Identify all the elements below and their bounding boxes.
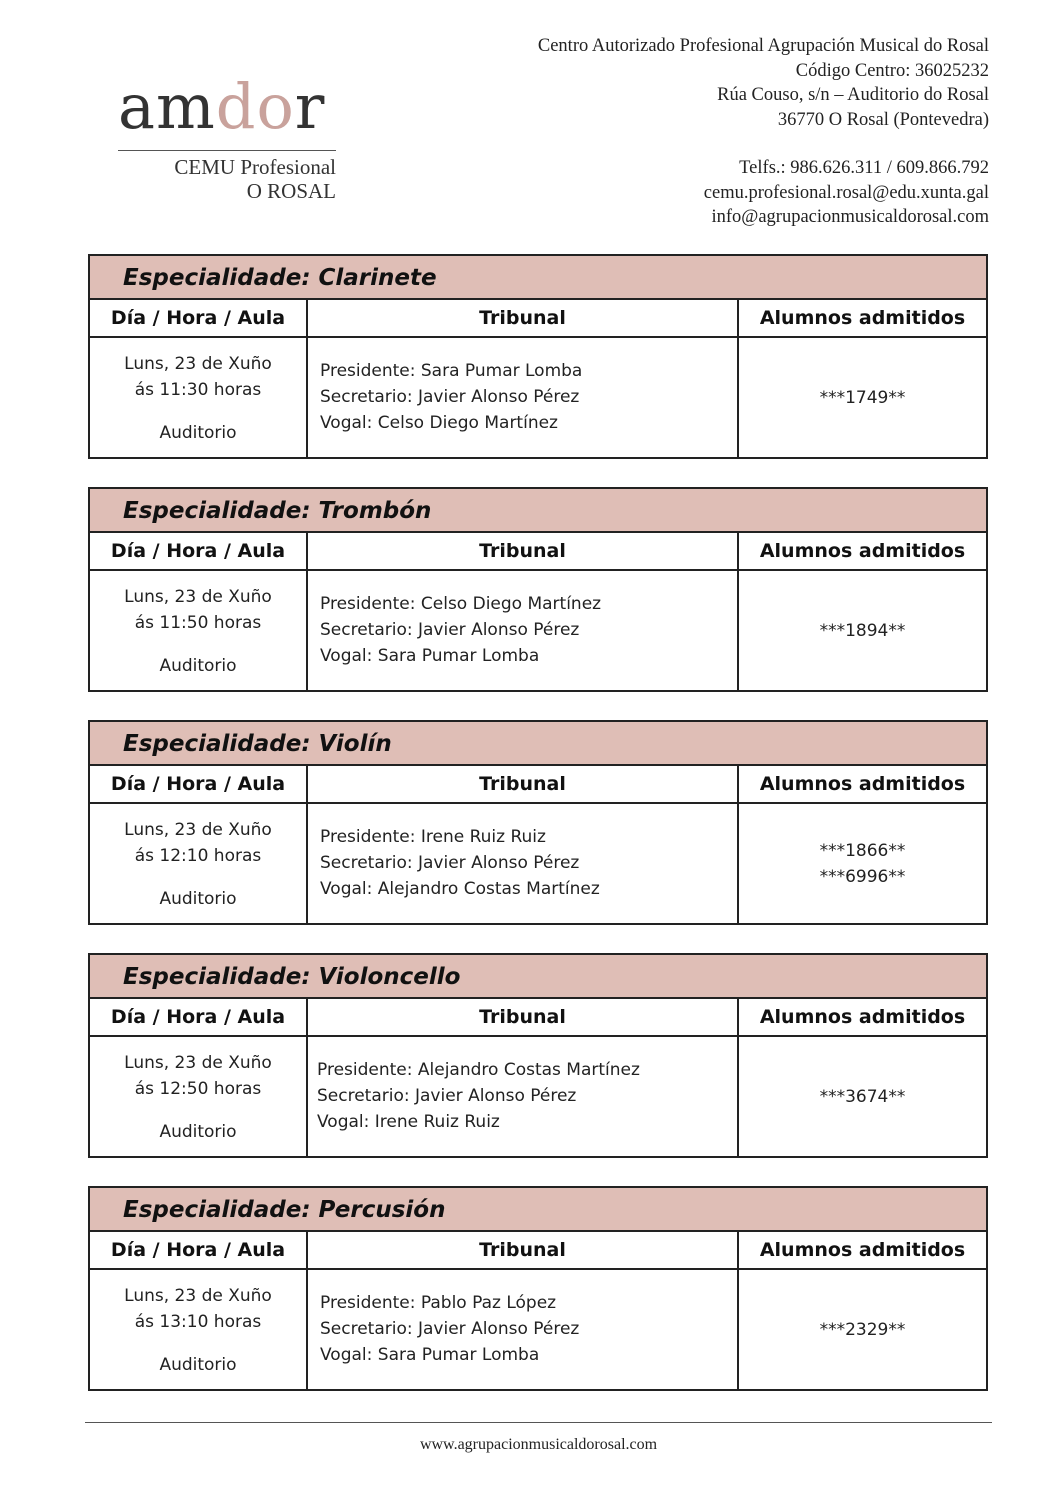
specialty-title: Especialidade: Percusión <box>90 1188 986 1232</box>
specialty-title: Especialidade: Clarinete <box>90 256 986 300</box>
logo-wordmark <box>118 72 353 142</box>
admitted-cell <box>739 1037 986 1156</box>
exam-time: ás 11:30 horas <box>134 380 262 400</box>
address-gap <box>538 132 989 156</box>
exam-room: Auditorio <box>159 1355 237 1375</box>
address-line: 36770 O Rosal (Pontevedra) <box>777 109 989 130</box>
when-cell <box>90 571 308 690</box>
tribunal-secretary: Secretario: Javier Alonso Pérez <box>317 1086 577 1106</box>
tribunal-cell <box>308 338 739 457</box>
exam-day: Luns, 23 de Xuño <box>124 1053 272 1073</box>
tribunal-president: Presidente: Sara Pumar Lomba <box>320 361 583 381</box>
exam-day: Luns, 23 de Xuño <box>124 587 272 607</box>
tribunal-president: Presidente: Celso Diego Martínez <box>320 594 602 614</box>
exam-day: Luns, 23 de Xuño <box>124 1286 272 1306</box>
logo-word-left: am <box>118 70 216 143</box>
tribunal-president: Presidente: Pablo Paz López <box>320 1293 557 1313</box>
table-header-row <box>90 999 986 1037</box>
specialty-table <box>88 720 988 925</box>
exam-time: ás 11:50 horas <box>134 613 262 633</box>
exam-time: ás 12:50 horas <box>134 1079 262 1099</box>
header-tribunal: Tribunal <box>308 300 739 336</box>
admitted-student-id: ***2329** <box>819 1319 906 1340</box>
tribunal-vocal: Vogal: Irene Ruiz Ruiz <box>317 1112 500 1132</box>
admitted-student-id: ***1749** <box>819 387 906 408</box>
admitted-cell <box>739 804 986 923</box>
when-cell <box>90 338 308 457</box>
specialty-title: Especialidade: Trombón <box>90 489 986 533</box>
admitted-student-id: ***1894** <box>819 620 906 641</box>
header-admitted: Alumnos admitidos <box>759 307 966 329</box>
table-row <box>90 804 986 923</box>
header-address <box>538 34 989 230</box>
when-cell <box>90 804 308 923</box>
address-line: Rúa Couso, s/n – Auditorio do Rosal <box>717 85 989 105</box>
exam-room: Auditorio <box>159 423 237 443</box>
tribunal-president: Presidente: Alejandro Costas Martínez <box>317 1060 640 1080</box>
header-when: Día / Hora / Aula <box>90 533 308 569</box>
header-when: Día / Hora / Aula <box>90 300 308 336</box>
specialty-table <box>88 1186 988 1391</box>
email-link[interactable]: cemu.profesional.rosal@edu.xunta.gal <box>703 182 989 203</box>
tribunal-vocal: Vogal: Alejandro Costas Martínez <box>320 879 600 899</box>
table-header-row <box>90 533 986 571</box>
footer-divider <box>85 1422 992 1423</box>
tribunal-cell <box>308 571 739 690</box>
exam-room: Auditorio <box>159 656 237 676</box>
tribunal-secretary: Secretario: Javier Alonso Pérez <box>320 1319 580 1339</box>
logo-word-accent: do <box>215 70 295 143</box>
admitted-cell <box>739 1270 986 1389</box>
tribunal-secretary: Secretario: Javier Alonso Pérez <box>320 387 580 407</box>
email-link[interactable]: info@agrupacionmusicaldorosal.com <box>711 207 989 227</box>
admitted-cell <box>739 338 986 457</box>
exam-day: Luns, 23 de Xuño <box>124 354 272 374</box>
exam-room: Auditorio <box>159 889 237 909</box>
address-line: Código Centro: 36025232 <box>795 60 989 81</box>
specialty-table <box>88 254 988 459</box>
phone-line: Telfs.: 986.626.311 / 609.866.792 <box>739 158 989 178</box>
specialty-title: Especialidade: Violoncello <box>90 955 986 999</box>
tribunal-vocal: Vogal: Sara Pumar Lomba <box>320 646 540 666</box>
logo-divider <box>118 150 336 151</box>
tribunal-cell <box>308 1270 739 1389</box>
admitted-student-id: ***3674** <box>819 1086 906 1107</box>
admitted-cell <box>739 571 986 690</box>
admitted-student-id: ***6996** <box>819 866 906 887</box>
header-tribunal: Tribunal <box>308 1232 739 1268</box>
header-admitted: Alumnos admitidos <box>759 540 966 562</box>
tribunal-cell <box>308 804 739 923</box>
table-header-row <box>90 766 986 804</box>
header-admitted: Alumnos admitidos <box>759 1239 966 1261</box>
header-tribunal: Tribunal <box>308 766 739 802</box>
tribunal-cell <box>308 1037 739 1156</box>
exam-time: ás 12:10 horas <box>134 846 262 866</box>
exam-day: Luns, 23 de Xuño <box>124 820 272 840</box>
header-when: Día / Hora / Aula <box>90 1232 308 1268</box>
logo <box>118 72 353 203</box>
header-when: Día / Hora / Aula <box>90 766 308 802</box>
admitted-student-id: ***1866** <box>819 840 906 861</box>
header-tribunal: Tribunal <box>308 533 739 569</box>
table-row <box>90 571 986 690</box>
header-admitted: Alumnos admitidos <box>759 1006 966 1028</box>
logo-word-right: r <box>294 70 326 143</box>
when-cell <box>90 1037 308 1156</box>
exam-room: Auditorio <box>159 1122 237 1142</box>
table-row <box>90 338 986 457</box>
tribunal-vocal: Vogal: Sara Pumar Lomba <box>320 1345 540 1365</box>
table-row <box>90 1037 986 1156</box>
table-row <box>90 1270 986 1389</box>
logo-subtitle-1: CEMU Profesional <box>174 155 336 179</box>
header-tribunal: Tribunal <box>308 999 739 1035</box>
exam-time: ás 13:10 horas <box>134 1312 262 1332</box>
header-when: Día / Hora / Aula <box>90 999 308 1035</box>
tribunal-vocal: Vogal: Celso Diego Martínez <box>320 413 558 433</box>
tribunal-president: Presidente: Irene Ruiz Ruiz <box>320 827 546 847</box>
specialty-table <box>88 487 988 692</box>
table-header-row <box>90 1232 986 1270</box>
logo-subtitle-2: O ROSAL <box>246 179 336 203</box>
header-admitted: Alumnos admitidos <box>759 773 966 795</box>
footer-url[interactable]: www.agrupacionmusicaldorosal.com <box>419 1436 658 1453</box>
specialty-title: Especialidade: Violín <box>90 722 986 766</box>
specialty-table <box>88 953 988 1158</box>
tribunal-secretary: Secretario: Javier Alonso Pérez <box>320 620 580 640</box>
when-cell <box>90 1270 308 1389</box>
table-header-row <box>90 300 986 338</box>
address-line: Centro Autorizado Profesional Agrupación Musical do Rosal <box>537 36 989 56</box>
tribunal-secretary: Secretario: Javier Alonso Pérez <box>320 853 580 873</box>
